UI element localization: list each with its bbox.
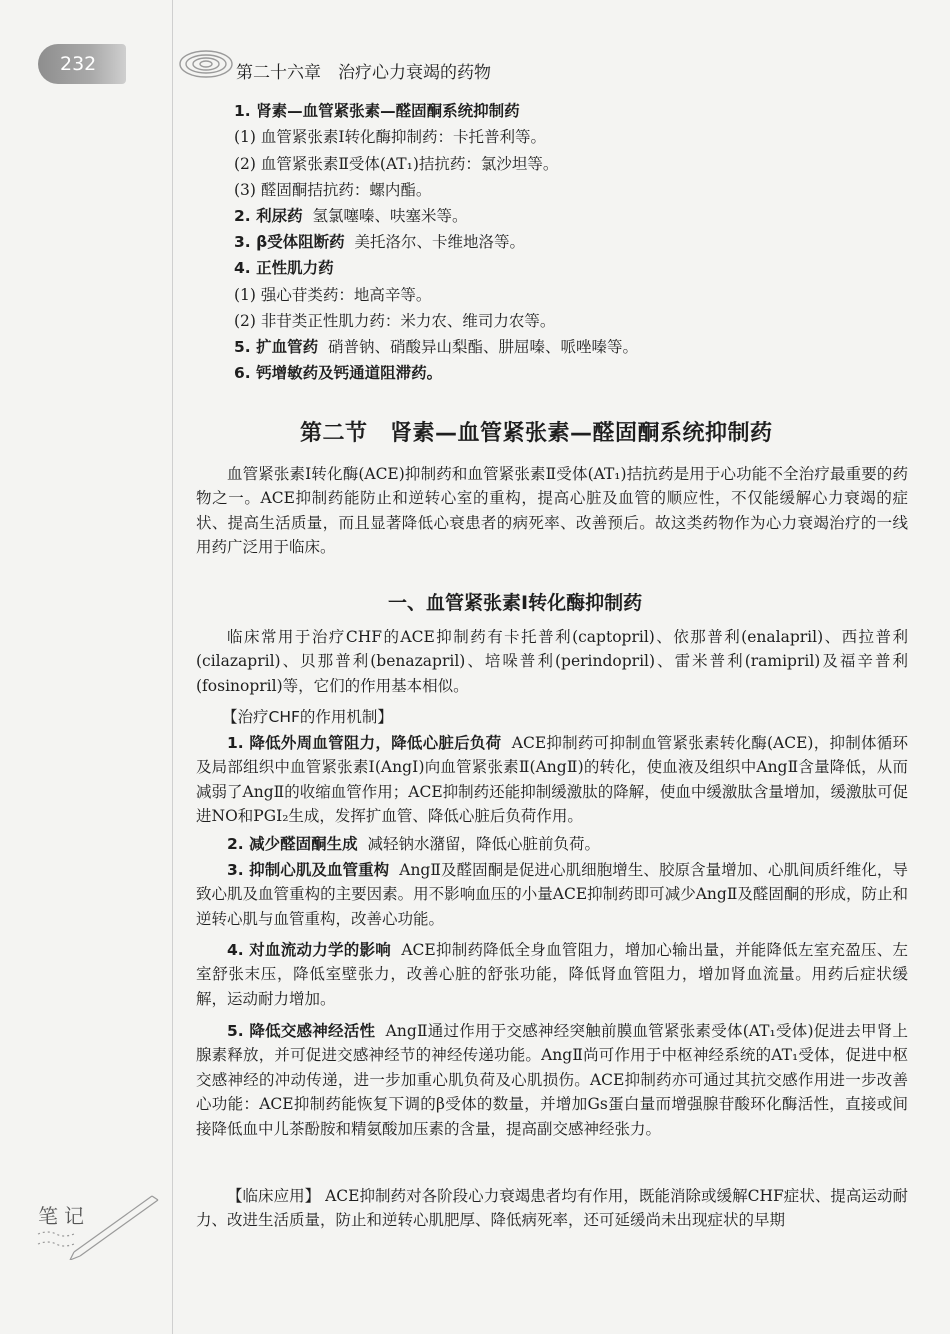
clinical-body: ACE抑制药对各阶段心力衰竭患者均有作用，既能消除或缓解CHF症状、提高运动耐力、改进生活质量，防止和逆转心肌肥厚、降低病死率，还可延缓尚未出现症状的早期: [196, 1187, 908, 1230]
intro-paragraph: [196, 462, 908, 560]
mechanism-2-body: 减轻钠水潴留，降低心脏前负荷。: [367, 835, 600, 853]
subsection-title: 一、血管紧张素Ⅰ转化酶抑制药: [388, 592, 643, 614]
class-item-5-body: 硝普钠、硝酸异山梨酯、肼屈嗪、哌唑嗪等。: [327, 338, 638, 356]
mechanism-1: [196, 731, 908, 829]
mechanism-5: [196, 1019, 908, 1141]
mechanism-3-head: 3. 抑制心肌及血管重构: [227, 861, 390, 879]
mechanism-label: 【治疗CHF的作用机制】: [222, 708, 393, 726]
chapter-title: 第二十六章 治疗心力衰竭的药物: [236, 63, 491, 83]
class-item-3-head: 3. β受体阻断药: [234, 233, 345, 251]
class-item-4: 4. 正性肌力药: [234, 259, 334, 277]
mechanism-5-head: 5. 降低交感神经活性: [227, 1022, 376, 1040]
class-item-1-1: (1) 血管紧张素Ⅰ转化酶抑制药：卡托普利等。: [234, 128, 547, 146]
class-item-1-2: (2) 血管紧张素Ⅱ受体(AT₁)拮抗药：氯沙坦等。: [234, 155, 559, 173]
ace-paragraph: [196, 625, 908, 698]
mechanism-3-body: AngⅡ及醛固酮是促进心肌细胞增生、胶原含量增加、心肌间质纤维化，导致心肌及血管重构的主要因素。用不影响血压的小量ACE抑制药即可减少AngⅡ及醛固酮的形成，防止和逆转心肌与血管重构，改善心功能。: [196, 861, 908, 928]
section-title: 第二节 肾素—血管紧张素—醛固酮系统抑制药: [300, 421, 773, 446]
class-item-3: [234, 231, 525, 253]
mechanism-5-body: AngⅡ通过作用于交感神经突触前膜血管紧张素受体(AT₁受体)促进去甲肾上腺素释放，并可促进交感神经节的神经传递功能。AngⅡ尚可作用于中枢神经系统的AT₁受体，促进中枢交感神经的冲动传递，进一步加重心肌负荷及心肌损伤。ACE抑制药亦可通过其抗交感作用进一步改善心功能：ACE抑制药能恢复下调的β受体的数量，并增加Gs蛋白量而增强腺苷酸环化酶活性，直接或间接降低血中儿茶酚胺和精氨酸加压素的含量，提高副交感神经张力。: [196, 1022, 908, 1138]
class-item-1-3: (3) 醛固酮拮抗药：螺内酯。: [234, 181, 432, 199]
mechanism-3: [196, 858, 908, 931]
class-item-4-2: (2) 非苷类正性肌力药：米力农、维司力农等。: [234, 312, 556, 330]
class-item-2: [234, 205, 467, 227]
class-item-2-body: 氢氯噻嗪、呋塞米等。: [312, 207, 468, 225]
class-item-4-1: (1) 强心苷类药：地高辛等。: [234, 286, 432, 304]
mechanism-4-head: 4. 对血流动力学的影响: [227, 941, 391, 959]
decorative-swirl-icon: [172, 42, 236, 86]
ace-text: 临床常用于治疗CHF的ACE抑制药有卡托普利(captopril)、依那普利(enalapril)、西拉普利(cilazapril)、贝那普利(benazapril)、培哚普利(perindopril)、雷米普利(ramipril)及福辛普利(fosinopril)等，它们的作用基本相似。: [196, 628, 908, 695]
class-item-3-body: 美托洛尔、卡维地洛等。: [354, 233, 526, 251]
page-number: 232: [60, 53, 97, 75]
clinical-paragraph: [196, 1184, 908, 1233]
intro-text: 血管紧张素Ⅰ转化酶(ACE)抑制药和血管紧张素Ⅱ受体(AT₁)拮抗药是用于心功能不全治疗最重要的药物之一。ACE抑制药能防止和逆转心室的重构，提高心脏及血管的顺应性，不仅能缓解心力衰竭的症状、提高生活质量，而且显著降低心衰患者的病死率、改善预后。故这类药物作为心力衰竭治疗的一线用药广泛用于临床。: [196, 465, 908, 557]
clinical-label: 【临床应用】: [227, 1187, 321, 1205]
mechanism-2: [196, 832, 908, 856]
class-item-6: 6. 钙增敏药及钙通道阻滞药。: [234, 364, 443, 382]
class-item-5-head: 5. 扩血管药: [234, 338, 319, 356]
mechanism-4-body: ACE抑制药降低全身血管阻力，增加心输出量，并能降低左室充盈压、左室舒张末压，降低室壁张力，改善心脏的舒张功能，降低肾血管阻力，增加肾血流量。用药后症状缓解，运动耐力增加。: [196, 941, 908, 1008]
notes-label: 笔记: [38, 1204, 90, 1228]
page-number-badge: [38, 44, 126, 84]
mechanism-2-head: 2. 减少醛固酮生成: [227, 835, 358, 853]
class-item-5: [234, 336, 638, 358]
mechanism-4: [196, 938, 908, 1011]
mechanism-1-body: ACE抑制药可抑制血管紧张素转化酶(ACE)，抑制体循环及局部组织中血管紧张素Ⅰ(AngⅠ)向血管紧张素Ⅱ(AngⅡ)的转化，使血液及组织中AngⅡ含量降低，从而减弱了AngⅡ的收缩血管作用；ACE抑制药还能抑制缓激肽的降解，使血中缓激肽含量增加，缓激肽可促进NO和PGI₂生成，发挥扩血管、降低心脏后负荷作用。: [196, 734, 908, 826]
mechanism-1-head: 1. 降低外周血管阻力，降低心脏后负荷: [227, 734, 502, 752]
margin-divider: [172, 0, 173, 1334]
class-item-2-head: 2. 利尿药: [234, 207, 303, 225]
class-item-1: 1. 肾素—血管紧张素—醛固酮系统抑制药: [234, 102, 520, 120]
pencil-icon: [34, 1190, 164, 1260]
